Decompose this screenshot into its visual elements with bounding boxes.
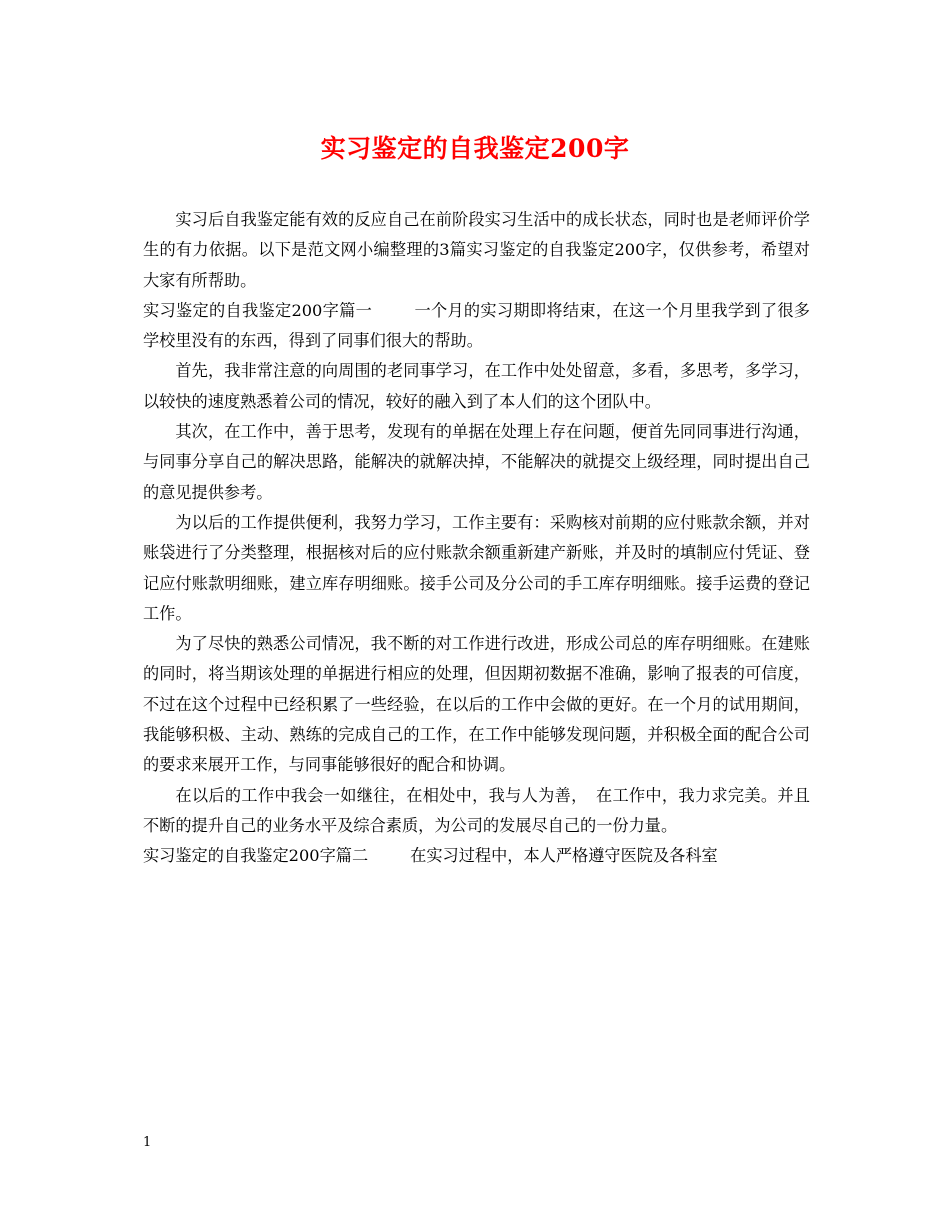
document-body xyxy=(143,205,810,872)
section-one-text: 一个月的实习期即将结束，在这一个月里我学到了很多学校里没有的东西，得到了同事们很大的帮助。 xyxy=(143,300,810,351)
body-paragraph: 首先，我非常注意的向周围的老同事学习，在工作中处处留意，多看，多思考，多学习，以较快的速度熟悉着公司的情况，较好的融入到了本人们的这个团队中。 xyxy=(143,361,810,411)
section-two-text: 在实习过程中，本人严格遵守医院及各科室 xyxy=(410,846,718,866)
section-two-heading: 实习鉴定的自我鉴定200字篇二 xyxy=(143,846,369,866)
intro-paragraph: 实习后自我鉴定能有效的反应自己在前阶段实习生活中的成长状态，同时也是老师评价学生的有力依据。以下是范文网小编整理的3篇实习鉴定的自我鉴定200字，仅供参考，希望对大家有所帮助。 xyxy=(143,210,810,290)
section-one-paragraph xyxy=(143,296,810,357)
page-number: 1 xyxy=(143,1135,152,1150)
body-paragraph: 为以后的工作提供便利，我努力学习，工作主要有：采购核对前期的应付账款余额，并对账袋进行了分类整理，根据核对后的应付账款余额重新建产新账，并及时的填制应付凭证、登记应付账款明细账，建立库存明细账。接手公司及分公司的手工库存明细账。接手运费的登记工作。 xyxy=(143,512,810,623)
section-one-heading: 实习鉴定的自我鉴定200字篇一 xyxy=(143,300,373,320)
section-two-paragraph xyxy=(143,841,810,871)
body-paragraph: 其次，在工作中，善于思考，发现有的单据在处理上存在问题，便首先同同事进行沟通，与同事分享自己的解决思路，能解决的就解决掉，不能解决的就提交上级经理，同时提出自己的意见提供参考。 xyxy=(143,422,810,502)
body-paragraph: 为了尽快的熟悉公司情况，我不断的对工作进行改进，形成公司总的库存明细账。在建账的同时，将当期该处理的单据进行相应的处理，但因期初数据不准确，影响了报表的可信度，不过在这个过程中已经积累了一些经验，在以后的工作中会做的更好。在一个月的试用期间，我能够积极、主动、熟练的完成自己的工作，在工作中能够发现问题，并积极全面的配合公司的要求来展开工作，与同事能够很好的配合和协调。 xyxy=(143,634,810,775)
body-paragraph: 在以后的工作中我会一如继往，在相处中，我与人为善， 在工作中，我力求完美。并且不断的提升自己的业务水平及综合素质，为公司的发展尽自己的一份力量。 xyxy=(143,785,810,835)
document-title: 实习鉴定的自我鉴定200字 xyxy=(320,134,630,163)
